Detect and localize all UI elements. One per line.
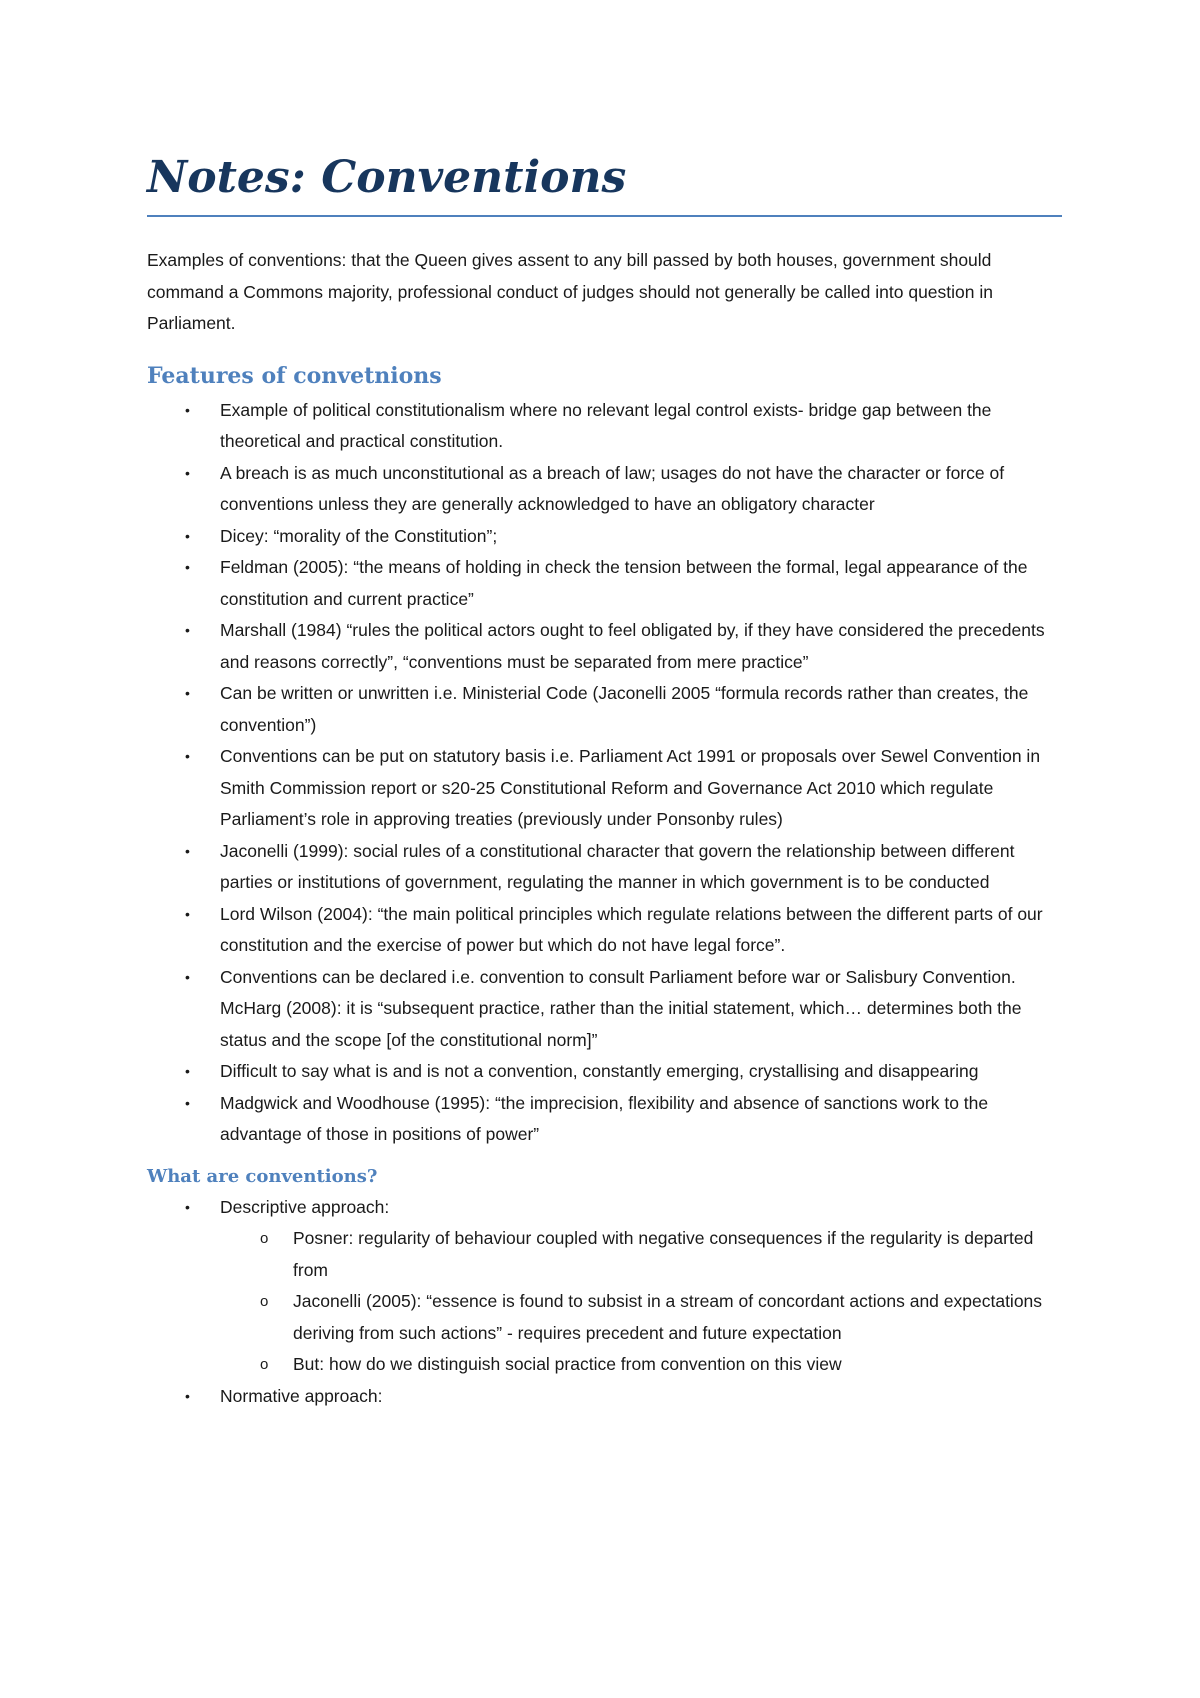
- features-list: [147, 395, 1062, 1151]
- circle-bullet-icon: o: [260, 1230, 269, 1247]
- list-item-descriptive: [147, 1192, 1062, 1381]
- list-item: [147, 678, 1062, 741]
- section-heading-what-are-conventions: What are conventions?: [147, 1165, 378, 1187]
- page-title: Notes: Conventions: [147, 152, 627, 203]
- bullet-icon: •: [185, 1198, 190, 1215]
- list-item: [147, 741, 1062, 836]
- sub-list-item: [220, 1286, 1062, 1349]
- list-item-text: Madgwick and Woodhouse (1995): “the imprecision, flexibility and absence of sanctions work to the advantage of those in positions of power”: [220, 1092, 989, 1144]
- approaches-list: [147, 1192, 1062, 1413]
- list-item-text: Normative approach:: [220, 1385, 383, 1406]
- bullet-icon: •: [185, 685, 190, 701]
- list-item-text: Conventions can be put on statutory basis i.e. Parliament Act 1991 or proposals over Sewel Convention in Smith Commission report or s20-25 Constitutional Reform and Governance Act 2010 which regulate Parliament’s role in approving treaties (previously under Ponsonby rules): [220, 746, 1041, 829]
- list-item: [147, 552, 1062, 615]
- list-item-text: Can be written or unwritten i.e. Ministerial Code (Jaconelli 2005 “formula records rather than creates, the convention”): [220, 683, 1029, 735]
- sub-list-item: [220, 1223, 1062, 1286]
- bullet-icon: •: [185, 748, 190, 764]
- list-item: [147, 521, 1062, 553]
- sub-list-item: [220, 1349, 1062, 1381]
- sub-list-item-text: But: how do we distinguish social practice from convention on this view: [293, 1354, 842, 1374]
- sub-list-item-text: Jaconelli (2005): “essence is found to subsist in a stream of concordant actions and expectations deriving from such actions” - requires precedent and future expectation: [293, 1291, 1043, 1343]
- list-item-text: A breach is as much unconstitutional as a breach of law; usages do not have the character or force of conventions unless they are generally acknowledged to have an obligatory character: [220, 462, 1005, 514]
- bullet-icon: •: [185, 1094, 190, 1111]
- list-item: [147, 1088, 1062, 1151]
- bullet-icon: •: [185, 622, 190, 638]
- list-item-text: Conventions can be declared i.e. convention to consult Parliament before war or Salisbury Convention. McHarg (2008): it is “subsequent practice, rather than the initial statement, which… determines both the status and the scope [of the constitutional norm]”: [220, 966, 1022, 1050]
- list-item-text: Jaconelli (1999): social rules of a constitutional character that govern the relationship between different parties or institutions of government, regulating the manner in which government is to be conducted: [220, 840, 1015, 892]
- list-item-text: Difficult to say what is and is not a convention, constantly emerging, crystallising and disappearing: [220, 1061, 979, 1081]
- sub-list-item-text: Posner: regularity of behaviour coupled with negative consequences if the regularity is departed from: [293, 1228, 1034, 1280]
- list-item-text: Marshall (1984) “rules the political actors ought to feel obligated by, if they have considered the precedents and reasons correctly”, “conventions must be separated from mere practice”: [220, 620, 1045, 672]
- list-item-text: Descriptive approach:: [220, 1196, 390, 1217]
- document-content: [147, 150, 1062, 1412]
- list-item-normative: [147, 1381, 1062, 1413]
- list-item: [147, 962, 1062, 1057]
- bullet-icon: •: [185, 559, 190, 575]
- bullet-icon: •: [185, 464, 190, 481]
- list-item: [147, 899, 1062, 962]
- list-item: [147, 836, 1062, 899]
- bullet-icon: •: [185, 842, 190, 859]
- intro-paragraph: Examples of conventions: that the Queen gives assent to any bill passed by both houses, government should command a Commons majority, professional conduct of judges should not generally be called into question in Parliament.: [147, 250, 993, 333]
- circle-bullet-icon: o: [260, 1356, 269, 1373]
- list-item: [147, 615, 1062, 678]
- bullet-icon: •: [185, 1387, 190, 1404]
- list-item-text: Dicey: “morality of the Constitution”;: [220, 525, 498, 546]
- list-item-text: Lord Wilson (2004): “the main political principles which regulate relations between the different parts of our constitution and the exercise of power but which do not have legal force”.: [220, 903, 1043, 955]
- bullet-icon: •: [185, 401, 190, 418]
- bullet-icon: •: [185, 968, 190, 985]
- list-item: [147, 395, 1062, 458]
- bullet-icon: •: [185, 527, 190, 544]
- list-item-text: Feldman (2005): “the means of holding in check the tension between the formal, legal appearance of the constitution and current practice”: [220, 557, 1028, 609]
- list-item: [147, 1056, 1062, 1088]
- section-heading-features: Features of convetnions: [147, 362, 442, 389]
- circle-bullet-icon: o: [260, 1293, 269, 1310]
- list-item: [147, 458, 1062, 521]
- bullet-icon: •: [185, 905, 190, 922]
- list-item-text: Example of political constitutionalism where no relevant legal control exists- bridge gap between the theoretical and practical constitution.: [220, 399, 992, 451]
- descriptive-sublist: [220, 1223, 1062, 1381]
- title-underline: [147, 215, 1062, 217]
- bullet-icon: •: [185, 1063, 190, 1079]
